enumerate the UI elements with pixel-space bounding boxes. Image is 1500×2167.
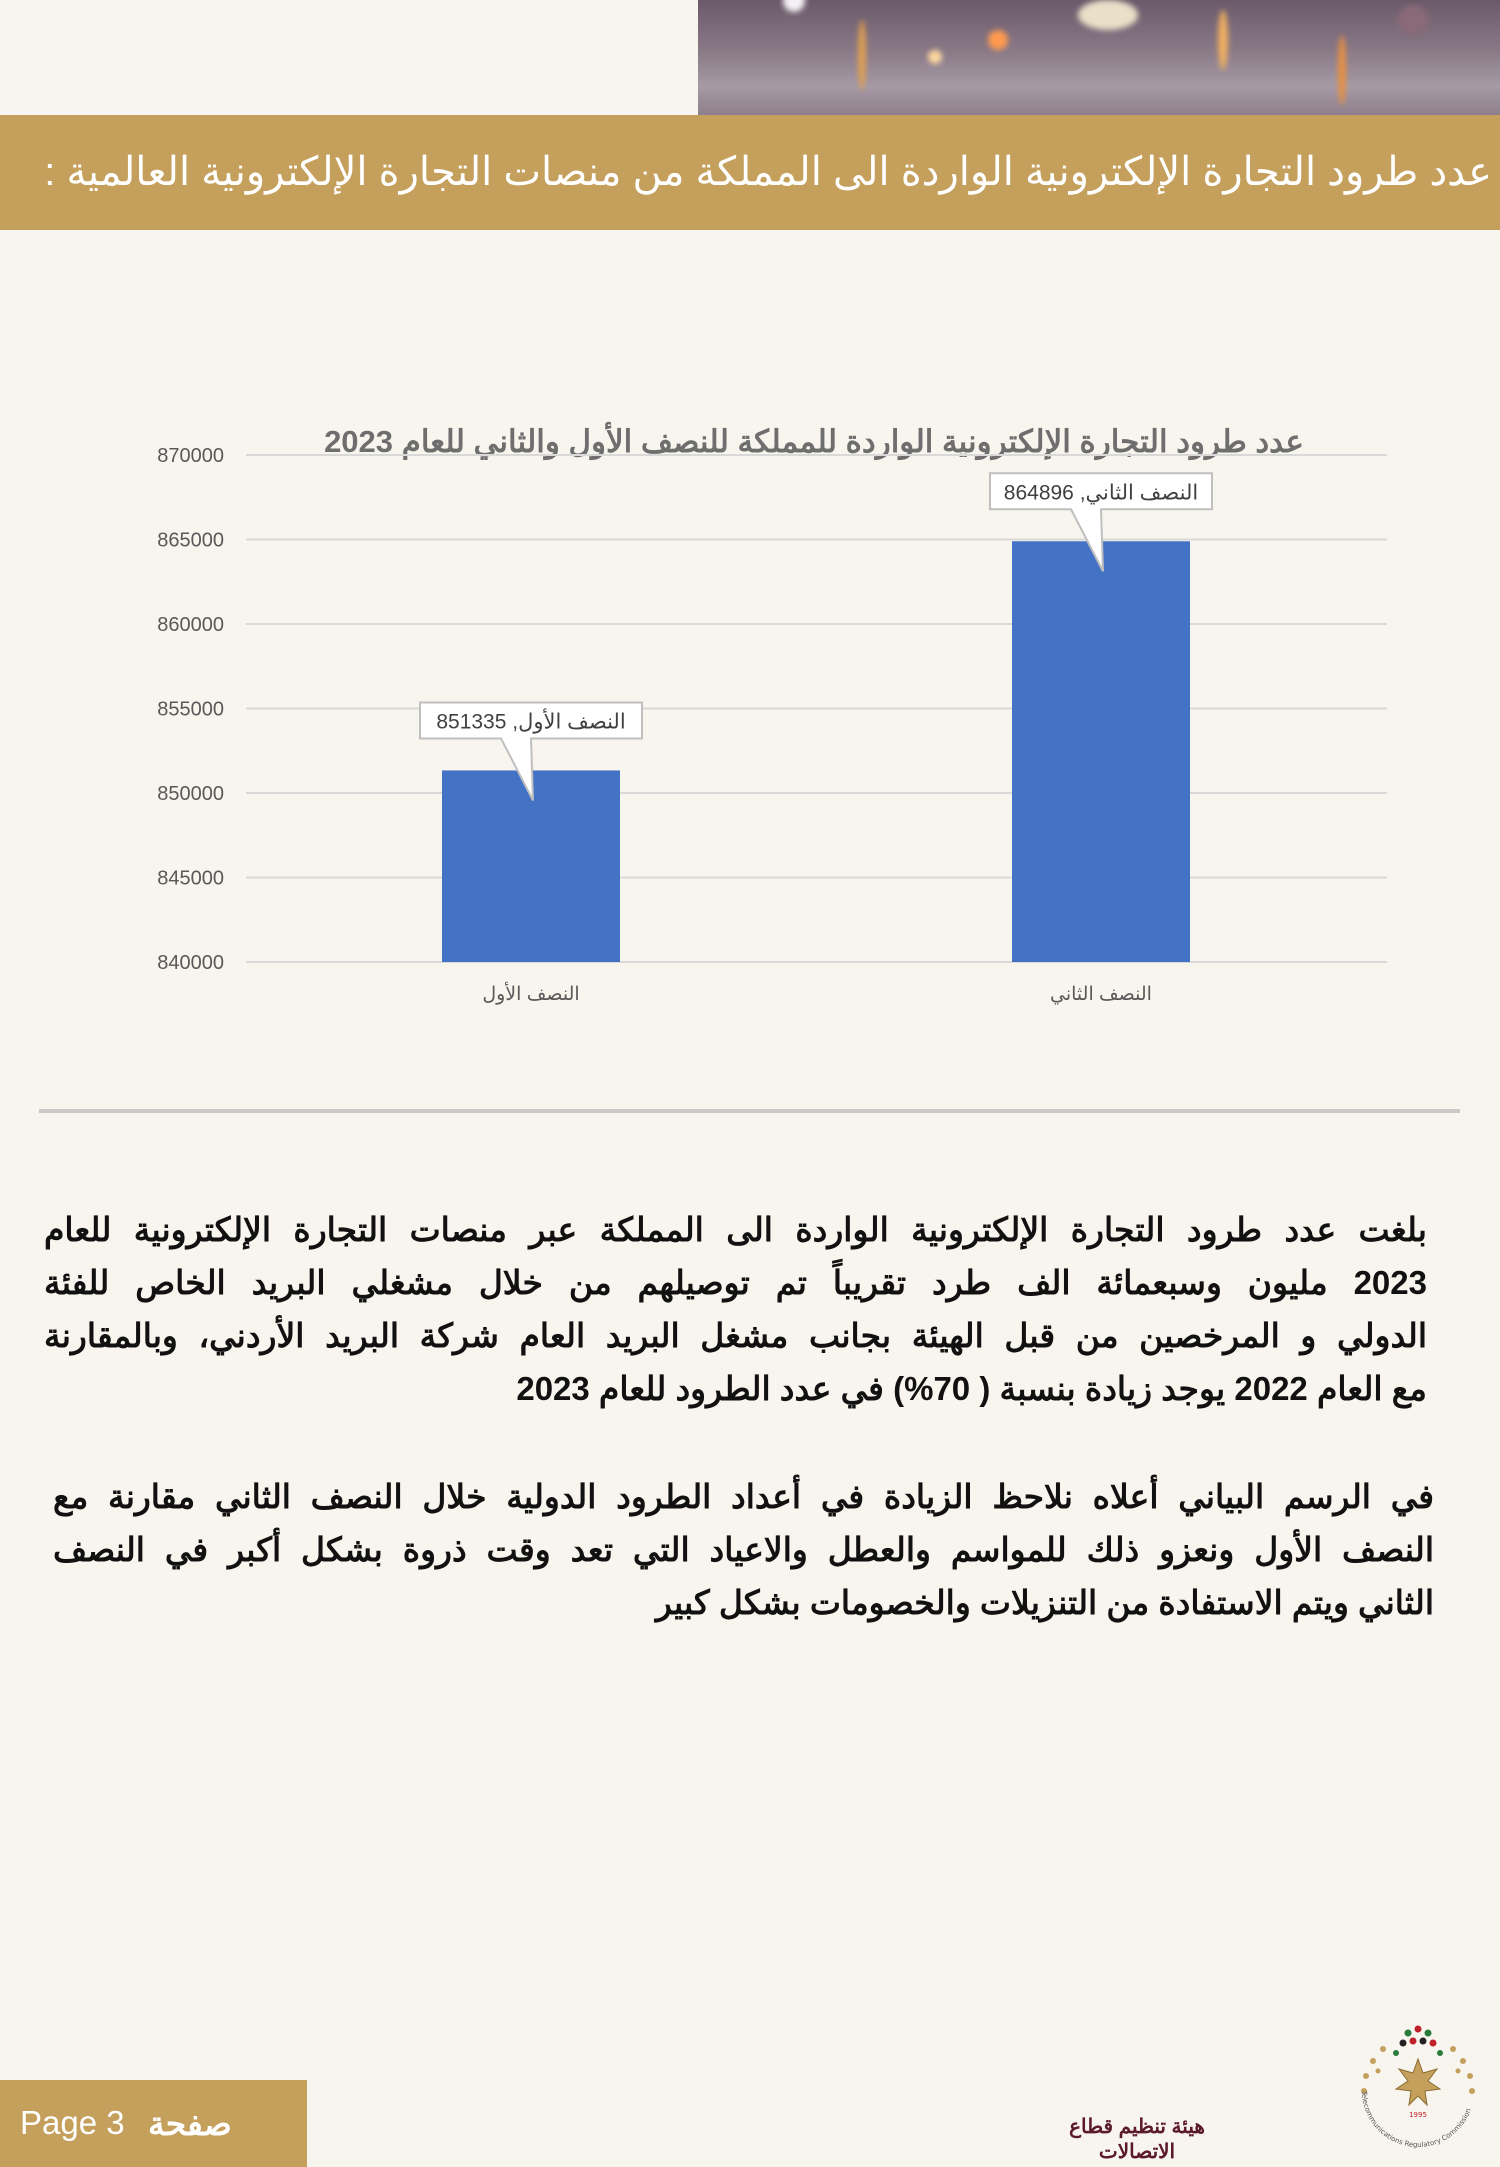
chart-title: عدد طرود التجارة الإلكترونية الواردة للمملكة للنصف الأول والثاني للعام 2023 xyxy=(324,424,1304,459)
paragraph-line: في الرسم البياني أعلاه نلاحظ الزيادة في أعداد الطرود الدولية خلال النصف الثاني مقارنة مع xyxy=(53,1478,1434,1515)
svg-text:1995: 1995 xyxy=(1409,2111,1427,2119)
bar xyxy=(442,770,620,962)
paragraph-analysis xyxy=(53,1470,1434,1629)
paragraph-line: بلغت عدد طرود التجارة الإلكترونية الواردة الى المملكة عبر منصات التجارة الإلكترونية للعام xyxy=(44,1211,1427,1248)
bar xyxy=(1012,541,1190,962)
y-tick-label: 845000 xyxy=(157,867,224,890)
paragraph-line: مع العام 2022 يوجد زيادة بنسبة ( 70%) في عدد الطرود للعام 2023 xyxy=(516,1370,1427,1407)
x-category-label: النصف الثاني xyxy=(1050,984,1152,1005)
page-number-box xyxy=(0,2080,307,2167)
y-tick-label: 855000 xyxy=(157,698,224,721)
y-tick-label: 840000 xyxy=(157,952,224,974)
header-photo xyxy=(698,0,1500,115)
y-tick-label: 860000 xyxy=(157,614,224,636)
svg-text:Telecommunications Regulatory: Telecommunications Regulatory Commission xyxy=(1359,2090,1473,2150)
y-tick-label: 865000 xyxy=(157,529,224,552)
section-header-band xyxy=(0,115,1500,230)
divider xyxy=(39,1109,1460,1113)
page-label: Page 3 xyxy=(20,2104,125,2141)
data-label: النصف الثاني, 864896 xyxy=(1003,481,1199,505)
section-title: عدد طرود التجارة الإلكترونية الواردة الى المملكة من منصات التجارة الإلكترونية العالمية : xyxy=(44,150,1492,194)
y-tick-label: 870000 xyxy=(157,445,224,467)
trc-logo-icon xyxy=(1348,2021,1488,2156)
chart-canvas xyxy=(0,400,1500,1040)
paragraph-line: 2023 مليون وسبعمائة الف طرد تقريباً تم توصيلهم من خلال مشغلي البريد الخاص للفئة xyxy=(44,1264,1427,1301)
x-category-label: النصف الأول xyxy=(482,984,580,1005)
paragraph-summary xyxy=(44,1203,1427,1415)
page-label-arabic: صفحة xyxy=(148,2105,232,2142)
data-label: النصف الأول, 851335 xyxy=(436,710,626,734)
organization-name: هيئة تنظيم قطاع الاتصالات xyxy=(1069,2116,1205,2163)
paragraph-line: الدولي و المرخصين من قبل الهيئة بجانب مشغل البريد العام شركة البريد الأردني، وبالمقارنة xyxy=(44,1317,1427,1354)
paragraph-line: الثاني ويتم الاستفادة من التنزيلات والخصومات بشكل كبير xyxy=(655,1584,1434,1621)
bar-chart xyxy=(0,400,1500,1040)
paragraph-line: النصف الأول ونعزو ذلك للمواسم والعطل والاعياد التي تعد وقت ذروة بشكل أكبر في النصف xyxy=(53,1531,1434,1568)
y-tick-label: 850000 xyxy=(157,783,224,805)
